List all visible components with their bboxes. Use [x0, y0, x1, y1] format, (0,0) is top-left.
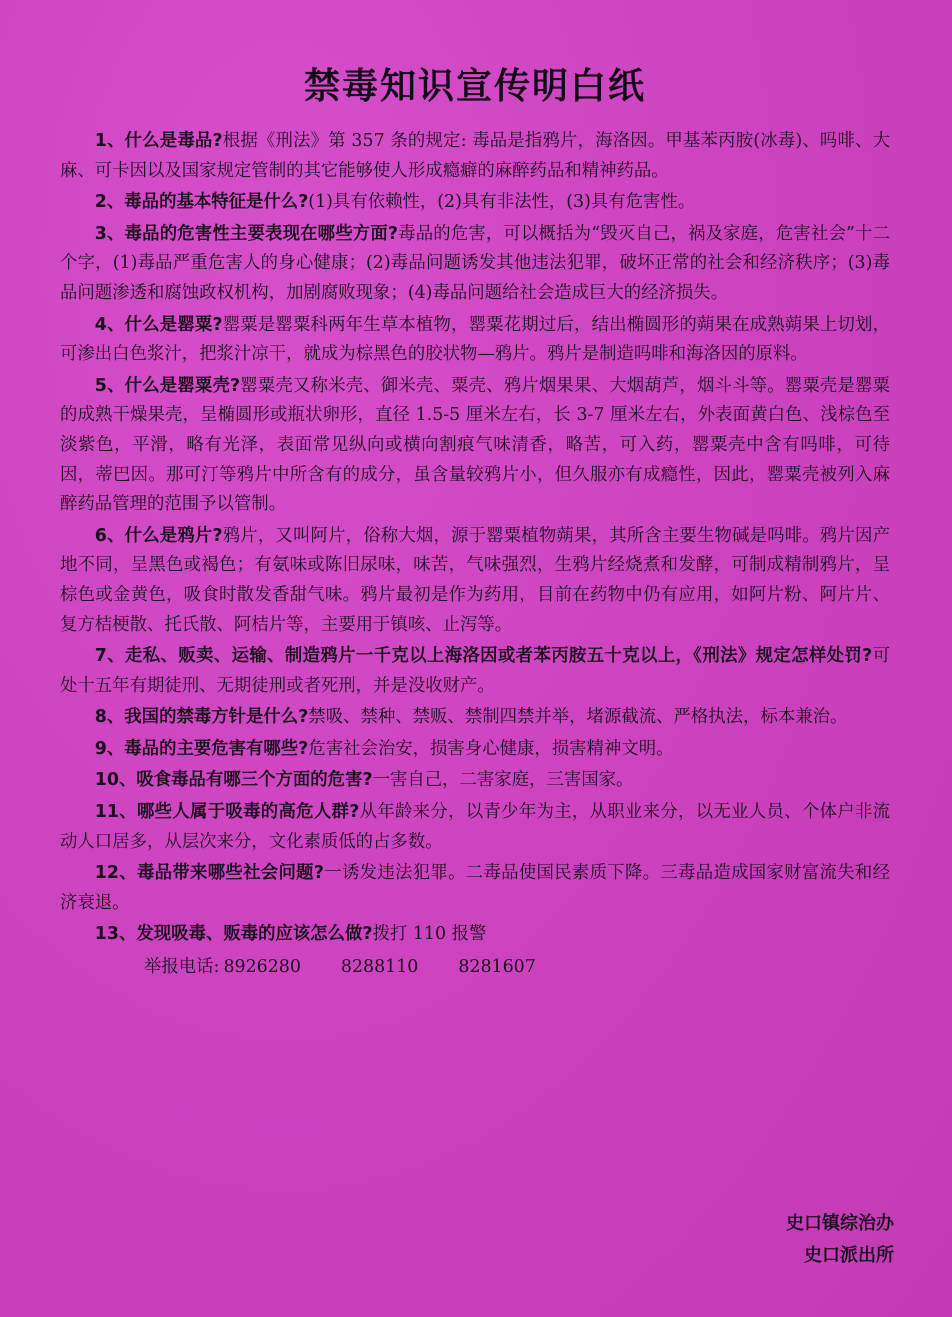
question: 10、吸食毒品有哪三个方面的危害? [94, 770, 373, 791]
qa-item [60, 920, 890, 950]
question: 5、什么是罂粟壳? [94, 375, 241, 396]
question: 11、哪些人属于吸毒的高危人群? [94, 802, 360, 823]
document-title: 禁毒知识宣传明白纸 [303, 66, 646, 107]
question: 3、毒品的危害性主要表现在哪些方面? [94, 223, 398, 244]
answer: 毒品的危害，可以概括为“毁灭自己，祸及家庭，危害社会”十二个字，(1)毒品严重危害人的身心健康；(2)毒品问题诱发其他违法犯罪，破坏正常的社会和经济秩序；(3)毒品问题渗透和腐蚀政权机构，加剧腐败现象；(4)毒品问题给社会造成巨大的经济损失。 [60, 223, 890, 303]
question: 7、走私、贩卖、运输、制造鸦片一千克以上海洛因或者苯丙胺五十克以上，《刑法》规定怎样处罚? [94, 646, 873, 667]
qa-item [60, 522, 890, 640]
report-phones [60, 952, 890, 982]
qa-item [60, 127, 890, 186]
answer: 可处十五年有期徒刑、无期徒刑或者死刑，并是没收财产。 [60, 646, 890, 696]
answer: 罂粟是罂粟科两年生草本植物，罂粟花期过后，结出椭圆形的蒴果在成熟蒴果上切划，可渗出白色浆汁，把浆汁凉干，就成为棕黑色的胶状物—鸦片。鸦片是制造吗啡和海洛因的原料。 [60, 314, 890, 365]
qa-item [60, 220, 890, 309]
answer: 一诱发违法犯罪。二毒品使国民素质下降。三毒品造成国家财富流失和经济衰退。 [60, 863, 890, 913]
answer: 从年龄来分，以青少年为主，从职业来分，以无业人员、个体户非流动人口居多，从层次来分，文化素质低的占多数。 [60, 802, 890, 852]
question: 8、我国的禁毒方针是什么? [94, 707, 309, 728]
question: 2、毒品的基本特征是什么? [94, 192, 309, 213]
qa-item [60, 798, 890, 857]
phone-number-1: 8926280 [223, 957, 301, 978]
answer: 鸦片，又叫阿片，俗称大烟，源于罂粟植物蒴果，其所含主要生物碱是吗啡。鸦片因产地不同，呈黑色或褐色；有氨味或陈旧尿味，味苦，气味强烈，生鸦片经烧煮和发酵，可制成精制鸦片，呈棕色或金黄色，吸食时散发香甜气味。鸦片最初是作为药用，目前在药物中仍有应用，如阿片粉、阿片片、复方桔梗散、托氏散、阿桔片等，主要用于镇咳、止泻等。 [60, 525, 890, 635]
issuer-signature [786, 1208, 894, 1272]
qa-item [60, 372, 890, 520]
answer: 罂粟壳又称米壳、御米壳、粟壳、鸦片烟果果、大烟葫芦，烟斗斗等。罂粟壳是罂粟的成熟干燥果壳，呈椭圆形或瓶状卵形，直径 1.5-5 厘米左右，长 3-7 厘米左右，外表面黄白色、浅棕色至淡紫色，平滑，略有光泽，表面常见纵向或横向割痕气味清香，略苦，可入药，罂粟壳中含有吗啡，可待因，蒂巴因。那可汀等鸦片中所含有的成分，虽含量较鸦片小，但久服亦有成瘾性，因此，罂粟壳被列入麻醉药品管理的范围予以管制。 [60, 375, 890, 515]
phone-number-2: 8288110 [340, 957, 419, 978]
qa-item [60, 703, 890, 733]
question: 13、发现吸毒、贩毒的应该怎么做? [94, 924, 373, 945]
answer: (1)具有依赖性，(2)具有非法性，(3)具有危害性。 [308, 192, 696, 213]
question: 12、毒品带来哪些社会问题? [94, 863, 324, 884]
question: 1、什么是毒品? [94, 131, 223, 151]
qa-item [60, 859, 890, 918]
answer: 根据《刑法》第 357 条的规定: 毒品是指鸦片，海洛因。甲基苯丙胺(冰毒)、吗啡、大麻、可卡因以及国家规定管制的其它能够使人形成瘾癖的麻醉药品和精神药品。 [60, 131, 890, 181]
qa-item [60, 311, 890, 370]
question: 6、什么是鸦片? [94, 525, 223, 546]
answer: 禁吸、禁种、禁贩、禁制四禁并举，堵源截流、严格执法，标本兼治。 [308, 707, 848, 728]
issuer-office: 史口镇综治办 [786, 1213, 894, 1234]
qa-item [60, 766, 890, 796]
phone-number-3: 8281607 [458, 957, 536, 978]
answer: 危害社会治安，损害身心健康，损害精神文明。 [308, 738, 674, 759]
qa-item [60, 188, 890, 218]
issuer-police-station: 史口派出所 [804, 1245, 894, 1266]
qa-list [60, 127, 890, 950]
qa-item [60, 735, 890, 765]
question: 4、什么是罂粟? [94, 314, 223, 335]
answer: 拨打 110 报警 [372, 924, 487, 945]
report-label: 举报电话: [144, 957, 220, 978]
qa-item [60, 642, 890, 701]
answer: 一害自己，二害家庭，三害国家。 [372, 770, 634, 791]
question: 9、毒品的主要危害有哪些? [94, 738, 309, 759]
